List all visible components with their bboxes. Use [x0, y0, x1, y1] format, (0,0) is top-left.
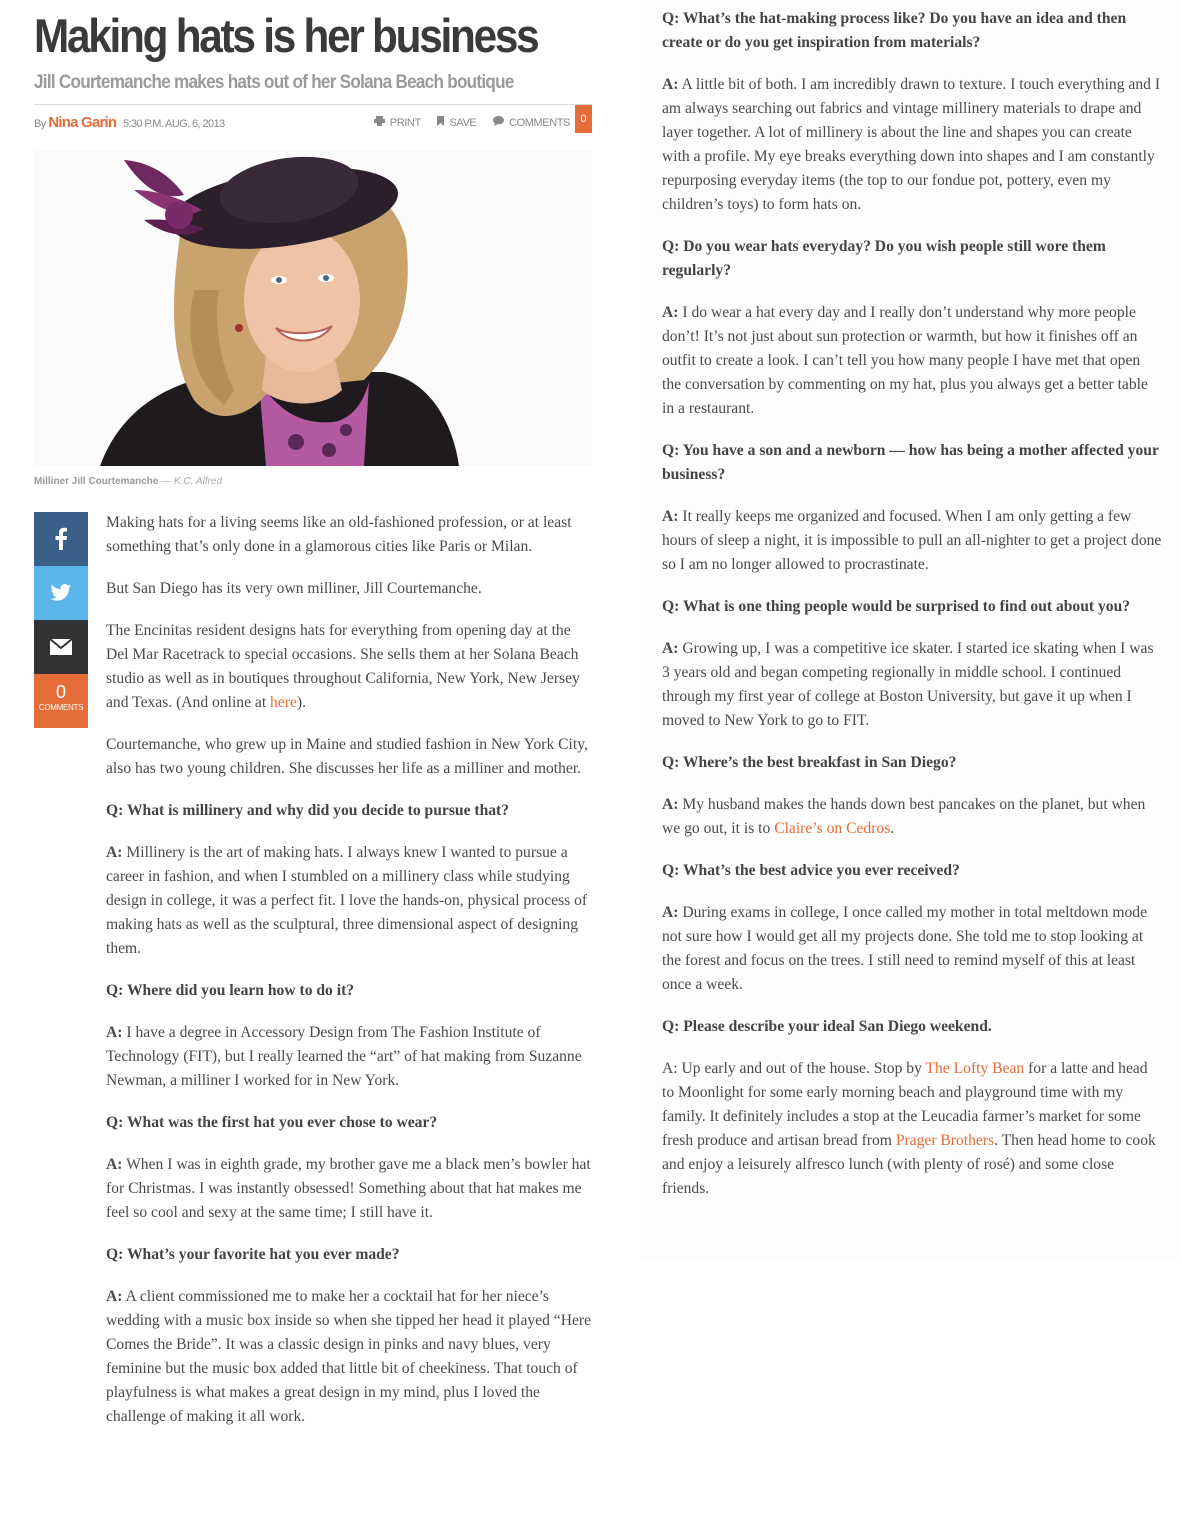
facebook-share-button[interactable] [34, 512, 88, 566]
answer [106, 841, 592, 961]
question: Q: Where’s the best breakfast in San Diego? [662, 754, 957, 771]
answer-text: I do wear a hat every day and I really don’t understand why more people don’t! It’s not just about sun protection or warmth, but how it finishes off an outfit to create a look. I can’t tell you how many people I have met that open the conversation by commenting on my hat, plus you always get a better table in a restaurant. [662, 304, 1148, 417]
answer-label: A: [662, 796, 679, 813]
answer [662, 505, 1162, 577]
question: Q: What is millinery and why did you decide to pursue that? [106, 802, 510, 819]
answer-text: A client commissioned me to make her a cocktail hat for her niece’s wedding with a music box inside so when she tipped her head it played “Here Comes the Bride”. It was a classic design in pinks and navy blues, very feminine but the music box added that little bit of cheekiness. That touch of playfulness is what makes a great design in my mind, plus I loved the challenge of making it all work. [106, 1288, 592, 1425]
designs-text: The Encinitas resident designs hats for everything from opening day at the Del Mar Racetrack to special occasions. She sells them at her Solana Beach studio as well as in boutiques throughout California, New York, New Jersey and Texas. (And online at [106, 622, 580, 711]
answer-text: It really keeps me organized and focused. When I am only getting a few hours of sleep a night, it is impossible to pull an all-nighter to get a project done so I am no longer allowed to procrastinate. [662, 508, 1162, 573]
answer-text: A little bit of both. I am incredibly drawn to texture. I touch everything and I am always searching out fabrics and vintage millinery materials to drape and layer together. A lot of millinery is about the line and shapes you can create with a profile. My eye breaks everything down into shapes and I am constantly repurposing everyday items (the top to our fondue pot, pottery, even my children’s toys) to form hats on. [662, 76, 1161, 213]
answer-label: A: [106, 1156, 123, 1173]
save-button[interactable] [437, 116, 476, 129]
answer-label-plain: A: [662, 1060, 678, 1077]
answer-text: Up early and out of the house. Stop by [681, 1060, 926, 1077]
publish-date: 5:30 P.M. AUG. 6, 2013 [122, 118, 225, 130]
comments-count-button[interactable] [34, 674, 88, 728]
article-body-left [106, 511, 592, 1447]
question: Q: You have a son and a newborn — how has being a mother affected your business? [662, 442, 1159, 483]
answer-text: I have a degree in Accessory Design from The Fashion Institute of Technology (FIT), but I really learned the “art” of hat making from Suzanne Newman, a milliner I worked for in New York. [106, 1024, 582, 1089]
twitter-share-button[interactable] [34, 566, 88, 620]
answer [106, 1021, 592, 1093]
comments-button[interactable] [493, 116, 570, 129]
paragraph-intro: Making hats for a living seems like an old-fashioned profession, or at least something that’s only done in a glamorous cities like Paris or Milan. [106, 514, 572, 555]
answer-label: A: [106, 844, 123, 861]
question: Q: What’s your favorite hat you ever made? [106, 1246, 400, 1263]
prager-brothers-link[interactable]: Prager Brothers [895, 1132, 995, 1149]
answer-text: My husband makes the hands down best pancakes on the planet, but when we go out, it is to [662, 796, 1146, 837]
article-body-right [662, 7, 1162, 1219]
photo-caption [34, 476, 222, 487]
answer-text-mid: for a latte and head to Moonlight for some early morning beach and playground time with my family. It definitely includes a stop at the Leucadia farmer’s market for some fresh produce and artisan bread from [662, 1060, 1148, 1149]
question: Q: What is one thing people would be surprised to find out about you? [662, 598, 1131, 615]
designs-text-end: ). [296, 694, 306, 711]
answer-text: Millinery is the art of making hats. I always knew I wanted to pursue a career in fashion, and when I stumbled on a millinery class while studying design in college, it was a perfect fit. I love the hands-on, physical process of making hats as well as the sculptural, three dimensional aspect of designing them. [106, 844, 588, 957]
answer-label: A: [662, 304, 679, 321]
question: Q: What’s the best advice you ever received? [662, 862, 960, 879]
claires-on-cedros-link[interactable]: Claire’s on Cedros [774, 820, 891, 837]
byline-prefix: By [34, 118, 46, 130]
print-button[interactable] [374, 116, 421, 129]
comments-label: COMMENTS [509, 117, 570, 129]
share-bar [34, 512, 88, 728]
answer-text-end: . [890, 820, 895, 837]
article-tools [360, 116, 570, 129]
lofty-bean-link[interactable]: The Lofty Bean [925, 1060, 1025, 1077]
email-share-button[interactable] [34, 620, 88, 674]
answer [662, 301, 1162, 421]
portrait-illustration [34, 150, 592, 466]
share-comments-label: COMMENTS [38, 703, 84, 712]
print-label: PRINT [389, 117, 421, 129]
answer-label: A: [106, 1024, 123, 1041]
answer-label: A: [662, 904, 679, 921]
question: Q: Where did you learn how to do it? [106, 982, 355, 999]
answer [662, 637, 1162, 733]
answer-text: When I was in eighth grade, my brother gave me a black men’s bowler hat for Christmas. I was instantly obsessed! Something about that hat makes me feel so cool and sexy at the same time; I still have it. [106, 1156, 591, 1221]
byline-bar [34, 104, 592, 134]
caption-credit: K.C. Alfred [174, 476, 223, 487]
answer-text: Growing up, I was a competitive ice skater. I started ice skating when I was 3 years old and began competing regionally in middle school. I continued through my first year of college at Boston University, but gave it up when I moved to New York to go to FIT. [662, 640, 1154, 729]
answer [106, 1285, 592, 1429]
author-link[interactable]: Nina Garin [48, 114, 117, 131]
right-column [640, 0, 1180, 1260]
article-photo [34, 150, 592, 466]
answer [662, 1057, 1162, 1201]
article-subhead: Jill Courtemanche makes hats out of her Solana Beach boutique [34, 72, 514, 93]
caption-dash: — [161, 476, 172, 487]
facebook-icon [34, 512, 88, 566]
paragraph-designs [106, 619, 592, 715]
answer [662, 73, 1162, 217]
byline [34, 114, 225, 131]
answer-text: During exams in college, I once called my mother in total meltdown mode not sure how I would get all my projects done. She told me to stop looking at the forest and focus on the trees. I still need to remind myself of this at least once a week. [662, 904, 1148, 993]
answer [662, 901, 1162, 997]
bookmark-icon [437, 116, 444, 129]
printer-icon [374, 116, 385, 129]
paragraph-background: Courtemanche, who grew up in Maine and studied fashion in New York City, also has two young children. She discusses her life as a milliner and mother. [106, 736, 588, 777]
save-label: SAVE [449, 117, 477, 129]
answer-label: A: [662, 76, 679, 93]
answer-label: A: [106, 1288, 123, 1305]
question: Q: Do you wear hats everyday? Do you wish people still wore them regularly? [662, 238, 1106, 279]
answer [662, 793, 1162, 841]
share-comment-count: 0 [55, 682, 66, 702]
twitter-icon [34, 566, 88, 620]
paragraph-milliner: But San Diego has its very own milliner, Jill Courtemanche. [106, 580, 482, 597]
online-store-link[interactable]: here [270, 694, 297, 711]
envelope-icon [34, 620, 88, 674]
caption-text: Milliner Jill Courtemanche [34, 476, 159, 487]
answer-label: A: [662, 508, 679, 525]
answer-text-end: . Then head home to cook and enjoy a leisurely alfresco lunch (with plenty of rosé) and some close friends. [662, 1132, 1156, 1197]
question: Q: Please describe your ideal San Diego weekend. [662, 1018, 992, 1035]
question: Q: What was the first hat you ever chose to wear? [106, 1114, 438, 1131]
comment-count-badge[interactable]: 0 [575, 105, 592, 133]
speech-bubble-icon [493, 116, 504, 129]
question: Q: What’s the hat-making process like? Do you have an idea and then create or do you get inspiration from materials? [662, 10, 1127, 51]
answer-label: A: [662, 640, 679, 657]
article-headline: Making hats is her business [34, 9, 538, 62]
answer [106, 1153, 592, 1225]
